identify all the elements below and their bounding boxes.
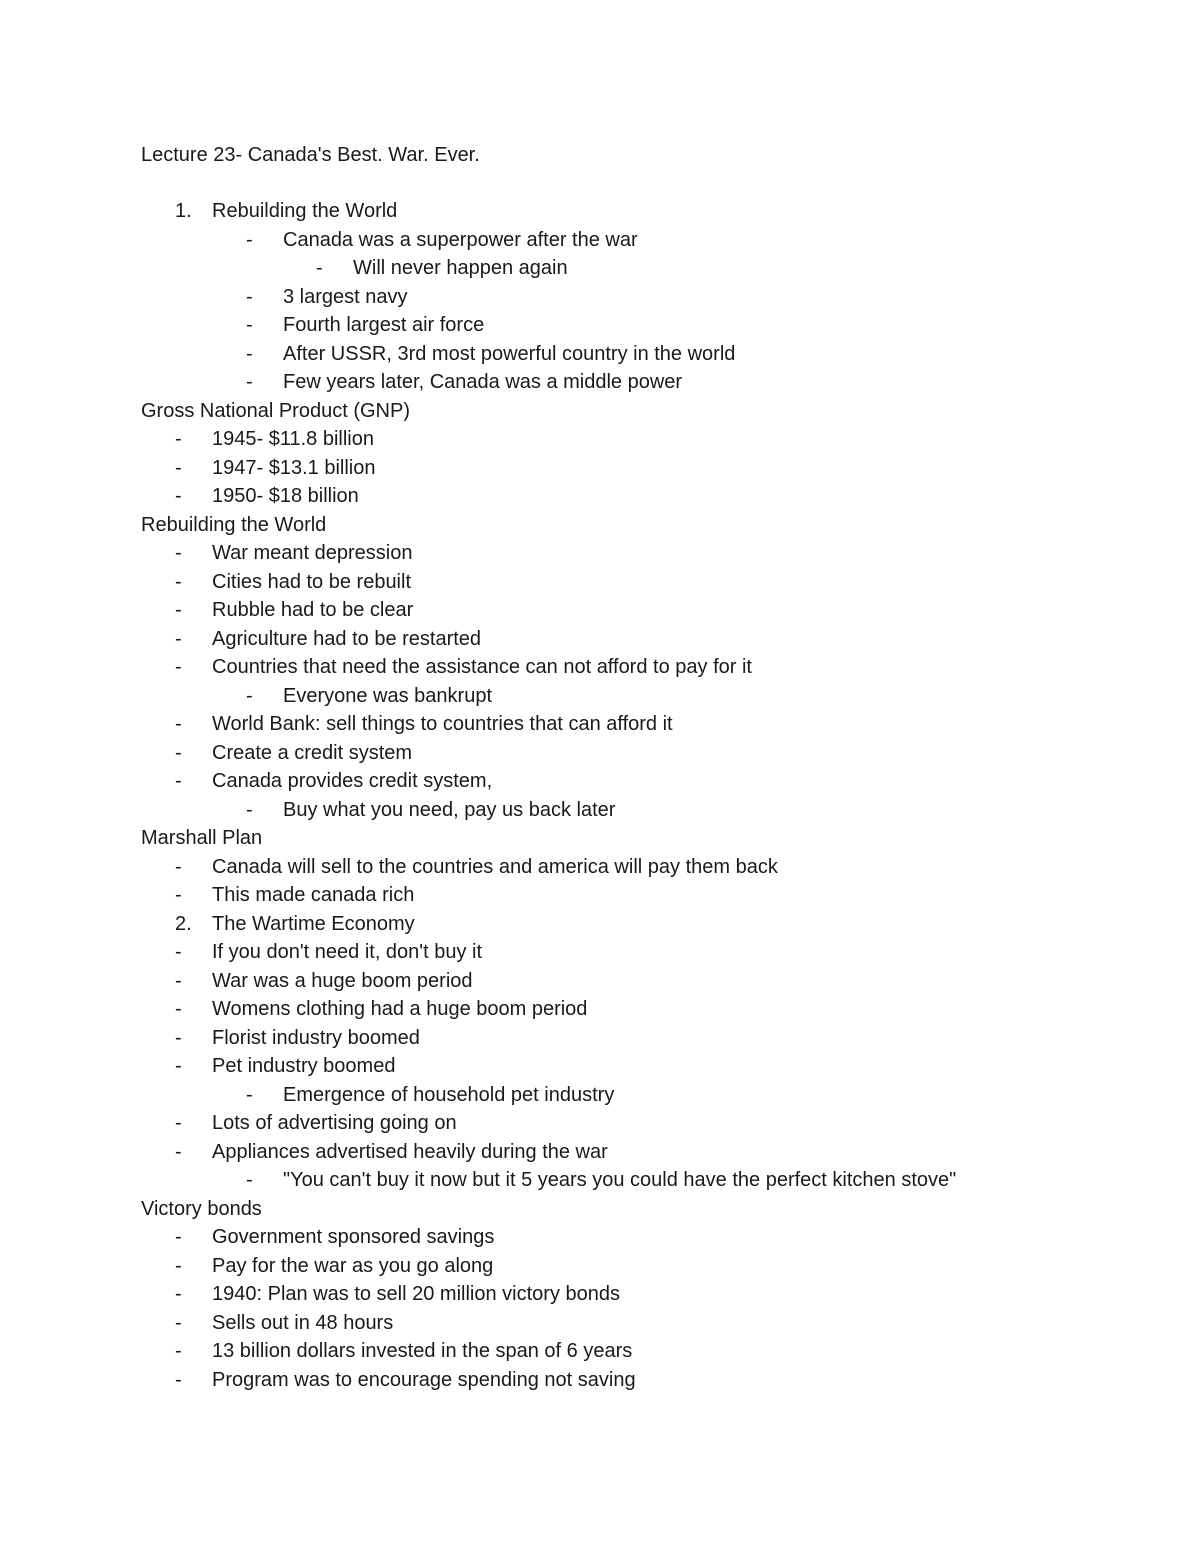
dash-bullet: - [246,228,253,251]
section-heading [0,1195,1200,1224]
dash-bullet: - [175,1226,182,1248]
outline-item-text: 1940: Plan was to sell 20 million victory bonds [212,1283,620,1305]
dash-bullet: - [175,428,182,450]
outline-item-text: 1945- $11.8 billion [212,428,374,450]
outline-item-text: Agriculture had to be restarted [212,627,482,650]
section-heading-text: Rebuilding the World [141,513,327,536]
dash-bullet: - [175,542,182,564]
outline-item-text: This made canada rich [212,884,415,906]
outline-item-text: Canada will sell to the countries and america will pay them back [212,855,778,878]
outline-item-text: 3 largest navy [283,285,408,308]
outline-item-text: Will never happen again [353,257,568,279]
dash-bullet: - [246,1083,253,1106]
outline-item-text: Countries that need the assistance can not afford to pay for it [212,656,752,678]
dash-bullet: - [246,371,253,393]
outline-item-text: War was a huge boom period [212,969,473,992]
dash-bullet: - [175,1254,182,1277]
dash-bullet: - [175,1026,182,1049]
dash-bullet: - [175,884,182,906]
outline-item-text: Rubble had to be clear [212,599,414,621]
outline-item-text: Sells out in 48 hours [212,1311,394,1334]
dash-bullet: - [316,257,323,279]
outline-item [0,539,1200,568]
outline-item [0,311,1200,340]
section-heading-text: Marshall Plan [141,827,263,849]
list-number: 1. [175,200,192,222]
dash-bullet: - [175,855,182,878]
dash-bullet: - [246,285,253,308]
dash-bullet: - [175,713,182,735]
outline-item-text: Cities had to be rebuilt [212,570,412,593]
outline-item-text: Create a credit system [212,741,413,764]
outline-item-text: Pay for the war as you go along [212,1254,494,1277]
outline-item [0,1252,1200,1281]
outline-item [0,454,1200,483]
dash-bullet: - [175,998,182,1020]
document-title: Lecture 23- Canada's Best. War. Ever. [141,144,480,166]
outline-item-text: Rebuilding the World [212,200,398,222]
section-heading-text: Gross National Product (GNP) [141,399,410,422]
dash-bullet: - [175,1368,182,1391]
outline-item-text: The Wartime Economy [212,912,415,935]
dash-bullet: - [175,599,182,621]
outline-item [0,796,1200,825]
outline-item-text: 1947- $13.1 billion [212,456,376,479]
outline-item [0,254,1200,283]
outline-item-text: World Bank: sell things to countries that can afford it [212,713,673,735]
outline-item [0,653,1200,682]
outline-item [0,340,1200,369]
dash-bullet: - [246,1169,253,1191]
dash-bullet: - [175,1340,182,1362]
outline-item [0,881,1200,910]
outline-item [0,967,1200,996]
outline-item [0,767,1200,796]
outline-item [0,1223,1200,1252]
outline-item-text: If you don't need it, don't buy it [212,941,483,963]
outline-item-text: Florist industry boomed [212,1026,420,1049]
outline-item [0,938,1200,967]
outline-item-text: Womens clothing had a huge boom period [212,998,588,1020]
outline-item [0,1280,1200,1309]
outline-item-text: War meant depression [212,542,413,564]
dash-bullet: - [246,342,253,365]
dash-bullet: - [246,798,253,821]
dash-bullet: - [175,1311,182,1334]
outline-item [0,226,1200,255]
outline-item [0,995,1200,1024]
outline-item [0,739,1200,768]
dash-bullet: - [175,485,182,507]
outline-item-text: 1950- $18 billion [212,485,359,507]
outline-item [0,1166,1200,1195]
outline-item [0,425,1200,454]
outline-item-text: Government sponsored savings [212,1226,495,1248]
outline-item [0,1138,1200,1167]
dash-bullet: - [175,627,182,650]
outline-item [0,1337,1200,1366]
outline-item-text: Lots of advertising going on [212,1112,457,1134]
dash-bullet: - [175,456,182,479]
outline-item-text: 13 billion dollars invested in the span of 6 years [212,1340,633,1362]
dash-bullet: - [175,770,182,792]
outline-item-text: Canada provides credit system, [212,770,493,792]
outline-item-text: "You can't buy it now but it 5 years you could have the perfect kitchen stove" [283,1169,957,1191]
outline-item [0,710,1200,739]
dash-bullet: - [175,1140,182,1163]
outline-item [0,596,1200,625]
outline-item [0,1024,1200,1053]
dash-bullet: - [175,656,182,678]
outline-item [0,1366,1200,1395]
outline-item-text: Fourth largest air force [283,314,485,336]
outline-item-text: Pet industry boomed [212,1055,396,1077]
section-heading [0,824,1200,853]
outline-item-text: Program was to encourage spending not saving [212,1368,636,1391]
dash-bullet: - [175,741,182,764]
dash-bullet: - [246,684,253,707]
outline-item [0,568,1200,597]
section-heading [0,397,1200,426]
outline-item-text: Canada was a superpower after the war [283,228,638,251]
dash-bullet: - [175,1283,182,1305]
outline-item [0,368,1200,397]
section-heading [0,511,1200,540]
outline-item [0,283,1200,312]
dash-bullet: - [175,570,182,593]
dash-bullet: - [175,969,182,992]
outline-item-text: Emergence of household pet industry [283,1083,615,1106]
outline-item-text: After USSR, 3rd most powerful country in the world [283,342,736,365]
outline-item-text: Everyone was bankrupt [283,684,493,707]
outline-list [0,197,1200,1394]
outline-item [0,682,1200,711]
outline-item [0,853,1200,882]
section-heading-text: Victory bonds [141,1197,262,1220]
outline-item [0,1081,1200,1110]
dash-bullet: - [175,941,182,963]
outline-item [0,625,1200,654]
outline-item [0,910,1200,939]
outline-item-text: Appliances advertised heavily during the war [212,1140,608,1163]
outline-item [0,482,1200,511]
outline-item [0,1109,1200,1138]
outline-item [0,1309,1200,1338]
outline-item-text: Buy what you need, pay us back later [283,798,616,821]
outline-item [0,1052,1200,1081]
list-number: 2. [175,912,192,935]
outline-item-text: Few years later, Canada was a middle power [283,371,683,393]
dash-bullet: - [175,1055,182,1077]
dash-bullet: - [175,1112,182,1134]
outline-item [0,197,1200,226]
dash-bullet: - [246,314,253,336]
